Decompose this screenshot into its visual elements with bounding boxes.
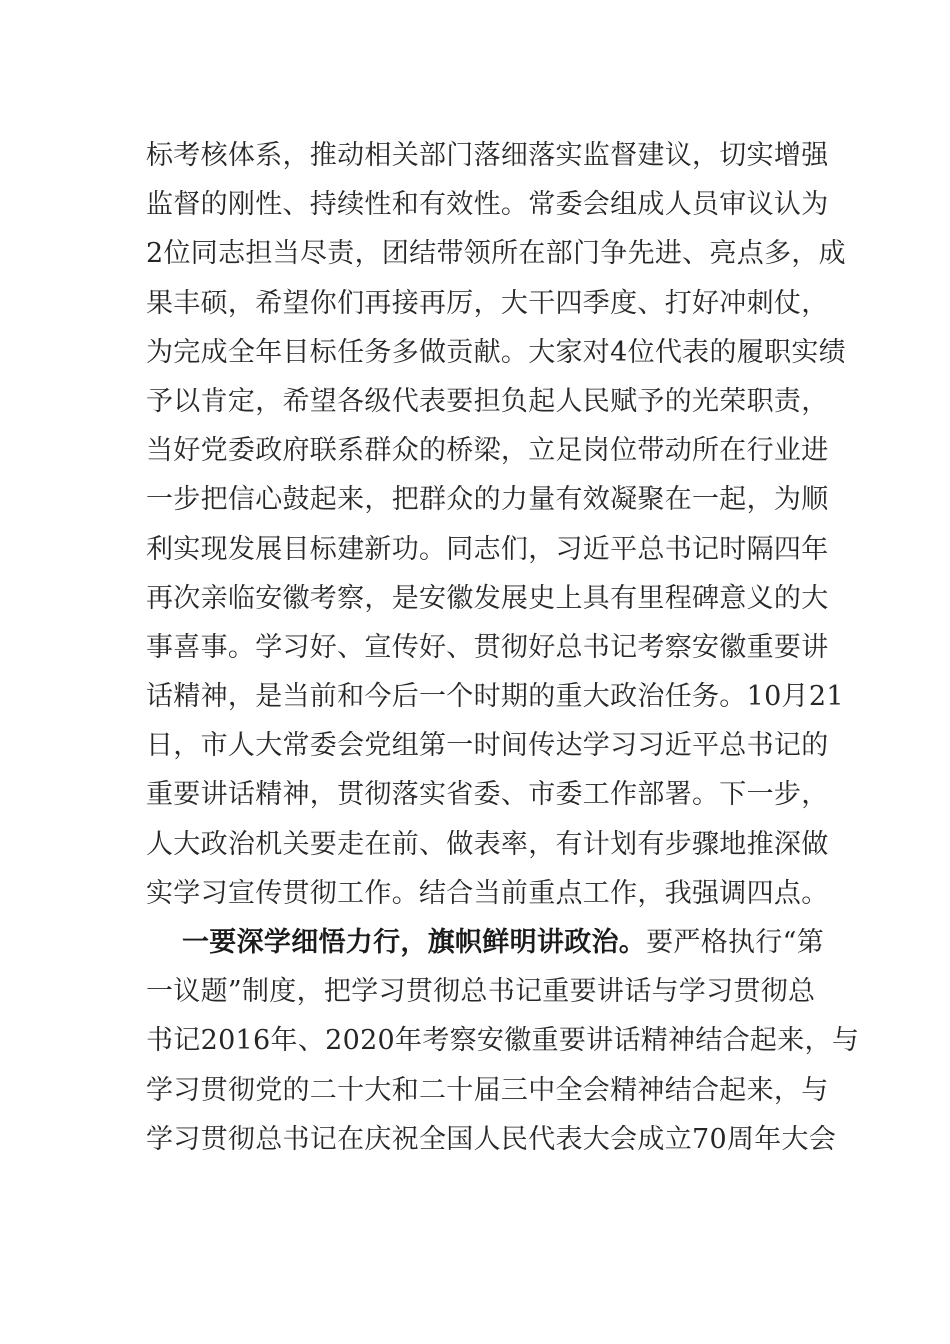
text-line: 重要讲话精神，贯彻落实省委、市委工作部署。下一步，	[146, 779, 829, 811]
text-line: 一步把信心鼓起来，把群众的力量有效凝聚在一起，为顺	[146, 484, 829, 516]
text-line: 话精神，是当前和今后一个时期的重大政治任务。10月21	[146, 681, 844, 713]
text-line: 一议题”制度，把学习贯彻总书记重要讲话与学习贯彻总	[146, 976, 816, 1008]
text-line: 人大政治机关要走在前、做表率，有计划有步骤地推深做	[146, 828, 829, 860]
text-line: 监督的刚性、持续性和有效性。常委会组成人员审议认为	[146, 189, 829, 221]
text-line: 书记2016年、2020年考察安徽重要讲话精神结合起来，与	[146, 1025, 860, 1057]
text-line: 利实现发展目标建新功。同志们，习近平总书记时隔四年	[146, 533, 829, 565]
text-line: 事喜事。学习好、宣传好、贯彻好总书记考察安徽重要讲	[146, 631, 829, 663]
text-line: 实学习宣传贯彻工作。结合当前重点工作，我强调四点。	[146, 877, 829, 909]
text-line: 日，市人大常委会党组第一时间传达学习习近平总书记的	[146, 730, 829, 762]
text-line: 学习贯彻总书记在庆祝全国人民代表大会成立70周年大会	[146, 1123, 837, 1155]
text-line: 果丰硕，希望你们再接再厉，大干四季度、打好冲刺仗，	[146, 287, 829, 319]
section-heading: 一要深学细悟力行，旗帜鲜明讲政治。	[182, 927, 647, 958]
text-line: 当好党委政府联系群众的桥梁，立足岗位带动所在行业进	[146, 435, 829, 467]
text-line: 予以肯定，希望各级代表要担负起人民赋予的光荣职责，	[146, 385, 829, 417]
text-line: 为完成全年目标任务多做贡献。大家对4位代表的履职实绩	[146, 336, 846, 368]
paragraph-heading-line	[146, 918, 825, 967]
text-line: 2位同志担当尽责，团结带领所在部门争先进、亮点多，成	[146, 238, 846, 270]
text-line: 再次亲临安徽考察，是安徽发展史上具有里程碑意义的大	[146, 582, 829, 614]
heading-line-rest: 要严格执行“第	[646, 927, 825, 958]
body-text	[146, 131, 860, 1164]
text-line: 标考核体系，推动相关部门落细落实监督建议，切实增强	[146, 140, 829, 171]
text-line: 学习贯彻党的二十大和二十届三中全会精神结合起来，与	[146, 1074, 829, 1106]
